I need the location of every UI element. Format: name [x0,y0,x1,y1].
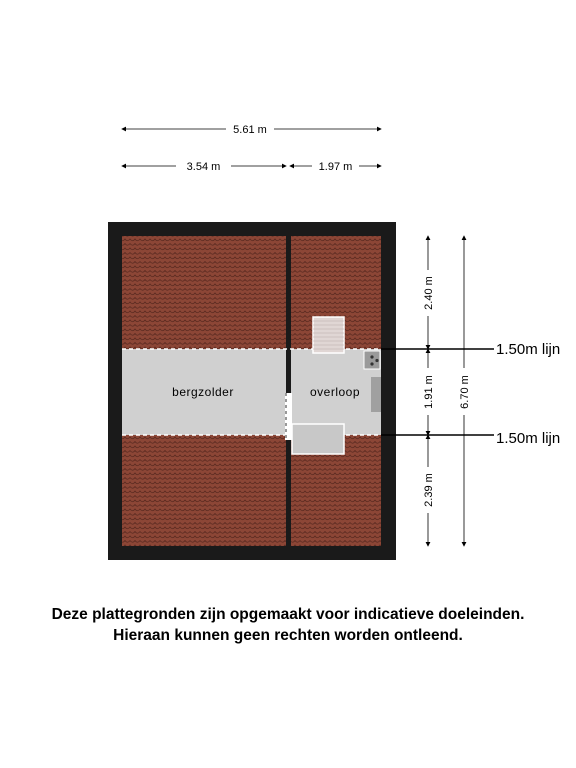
dimension-total-depth-label: 6.70 m [459,375,471,409]
height-line-lower [381,430,560,447]
dimension-top-depth [423,236,435,349]
dimension-bottom-depth-label: 2.39 m [423,473,435,507]
disclaimer-line-1: Deze plattegronden zijn opgemaakt voor indicatieve doeleinden. [51,606,525,623]
dimension-right-width-label: 1.97 m [318,161,353,173]
dimension-left-width-label: 3.54 m [186,161,221,173]
dimension-total-width [122,124,381,136]
dimension-total-depth [459,236,471,546]
dimension-bottom-depth [423,435,435,546]
skylight-window [313,317,344,353]
dimension-middle-depth-label: 1.91 m [423,375,435,409]
room-label-overloop: overloop [309,385,361,399]
dimension-left-width [122,161,286,173]
height-line-upper [381,341,560,358]
roof-slope-lower-left [122,435,286,546]
stair-hatch [292,424,344,454]
height-line-lower-label: 1.50m lijn [496,430,561,447]
room-label-bergzolder: bergzolder [172,385,234,399]
dimension-right-width [290,161,381,173]
dimension-middle-depth [423,349,435,435]
disclaimer-line-2: Hieraan kunnen geen rechten worden ontleend. [113,627,463,644]
dimension-total-width-label: 5.61 m [233,124,267,136]
dimension-top-depth-label: 2.40 m [423,276,435,310]
roof-slope-upper-left [122,236,286,349]
wall-cabinet [371,377,381,412]
height-line-upper-label: 1.50m lijn [496,341,561,358]
